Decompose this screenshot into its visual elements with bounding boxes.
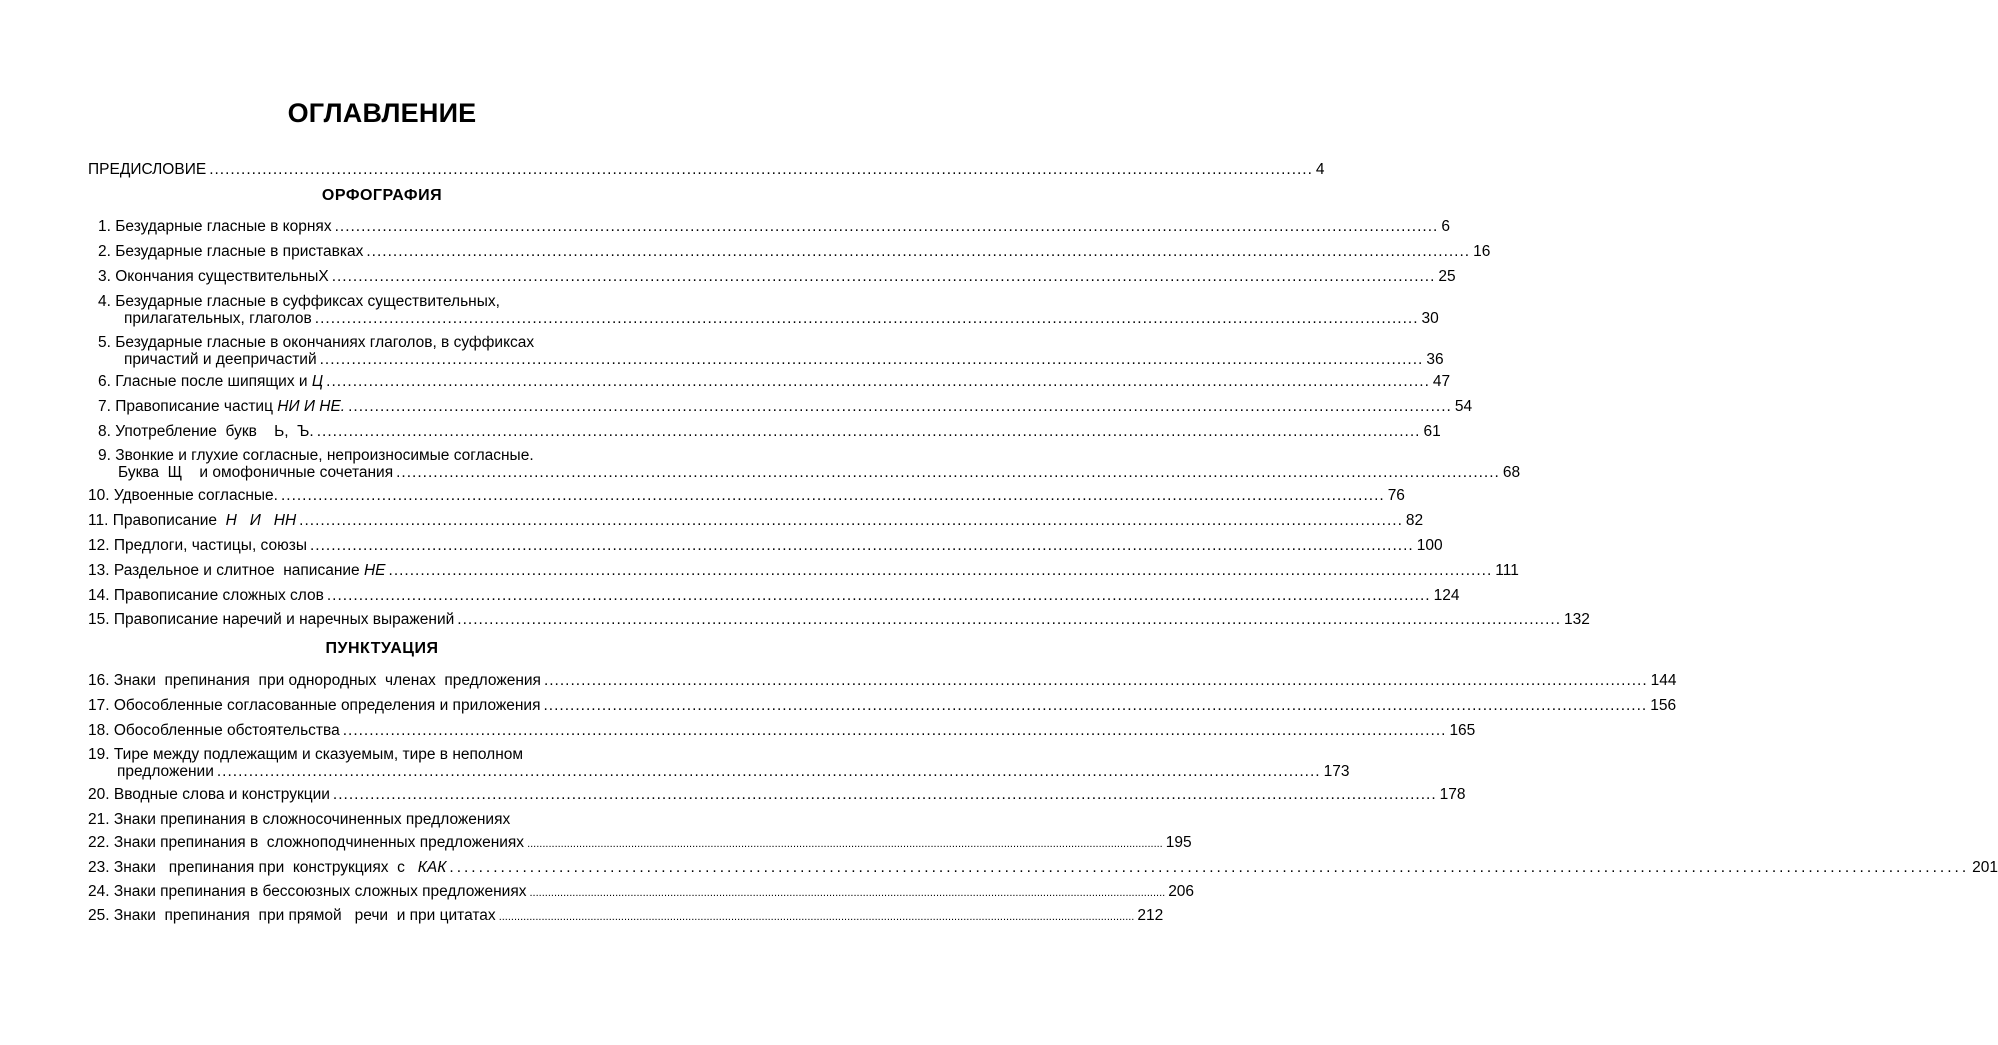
entry-title: ПРЕДИСЛОВИЕ: [88, 161, 207, 178]
entry-title: Удвоенные согласные.: [113, 487, 278, 504]
entry-number: 21.: [88, 811, 110, 828]
entry-title-line1: Безударные гласные в окончаниях глаголов, в суффиксах: [115, 334, 535, 351]
toc-entry: [88, 810, 692, 830]
entry-number: 10.: [88, 487, 110, 504]
leader-dots: [544, 671, 1648, 691]
toc-entry: [88, 745, 1350, 782]
entry-page: 61: [1423, 423, 1441, 440]
entry-number: 8.: [98, 423, 111, 440]
entry-title: Знаки препинания при однородных членах предложения: [113, 672, 541, 689]
toc-entry: [88, 486, 1405, 506]
entry-title: Гласные после шипящих и: [115, 373, 312, 390]
toc-entry: [88, 882, 1195, 903]
toc-entry: [98, 267, 1456, 287]
leader-dots: [310, 536, 1414, 556]
entry-page: 25: [1438, 268, 1456, 285]
entry-number: 22.: [88, 834, 110, 851]
entry-number: 2.: [98, 243, 111, 260]
entry-page: 54: [1454, 398, 1473, 415]
leader-dots: [335, 217, 1439, 237]
entry-page: 82: [1405, 512, 1424, 529]
toc-entry: [88, 586, 1460, 606]
leader-dots: [281, 486, 1385, 506]
entry-number: 9.: [98, 447, 111, 464]
entry-page: 144: [1650, 672, 1677, 689]
entry-number: 4.: [98, 293, 111, 310]
toc-entry: [88, 511, 1424, 531]
entry-number: 23.: [88, 859, 110, 876]
leader-dots: [326, 372, 1430, 392]
section-heading: ОРФОГРАФИЯ: [321, 187, 443, 204]
entry-title: Употребление букв Ь, Ъ.: [115, 423, 314, 440]
entry-title: Знаки препинания в бессоюзных сложных предложениях: [113, 883, 527, 900]
entry-page: 195: [1165, 834, 1192, 851]
leader-dots: [327, 586, 1431, 606]
leader-dots: [299, 511, 1403, 531]
entry-page: 16: [1473, 243, 1491, 260]
entry-number: 15.: [88, 611, 110, 628]
page-title: ОГЛАВЛЕНИЕ: [287, 98, 477, 128]
entry-number: 6.: [98, 373, 111, 390]
entry-title: предложении: [117, 763, 214, 780]
entry-title: Знаки препинания в сложносочиненных предложениях: [113, 811, 511, 828]
entry-title: Правописание: [112, 512, 226, 529]
toc-entry: [98, 292, 1439, 329]
toc-entry: [98, 333, 1444, 370]
entry-page: 4: [1315, 161, 1325, 178]
leader-dots: [320, 350, 1424, 370]
toc-entry: [88, 561, 1519, 581]
entry-title: Буква Щ и омофоничные сочетания: [118, 464, 394, 481]
entry-page: 178: [1439, 786, 1466, 803]
entry-title: Безударные гласные в корнях: [115, 218, 332, 235]
section-heading: ПУНКТУАЦИЯ: [325, 640, 439, 657]
entry-number: 19.: [88, 746, 110, 763]
entry-title: Раздельное и слитное написание: [113, 562, 364, 579]
entry-number: 12.: [88, 537, 110, 554]
leader-dots: [544, 696, 1648, 716]
leader-dots: [457, 610, 1561, 630]
entry-title-italic: КАК: [417, 859, 447, 876]
toc-entry-preface: [88, 160, 1325, 180]
entry-title-line1: Звонкие и глухие согласные, непроизносимые согласные.: [115, 447, 534, 464]
leader-dots: [389, 561, 1493, 581]
leader-dots: [348, 397, 1452, 417]
entry-page: 124: [1433, 587, 1460, 604]
toc-entry: [88, 721, 1476, 741]
toc-entry: [88, 671, 1677, 691]
entry-number: 7.: [98, 398, 111, 415]
entry-page: 68: [1502, 464, 1521, 481]
toc-entry: [88, 906, 1164, 927]
toc-entry: [98, 422, 1441, 442]
toc-entry: [88, 785, 1466, 805]
leader-dots: [343, 721, 1447, 741]
entry-title: Предлоги, частицы, союзы: [113, 537, 307, 554]
entry-page: 100: [1416, 537, 1443, 554]
entry-page: 76: [1387, 487, 1405, 504]
entry-title-line1: Тире между подлежащим и сказуемым, тире в неполном: [113, 746, 524, 763]
toc-entry: [88, 833, 1192, 854]
leader-dots: [315, 309, 1419, 329]
entry-number: 1.: [98, 218, 111, 235]
entry-title: Знаки препинания при прямой речи и при цитатах: [113, 907, 496, 924]
leader-dots: [333, 785, 1437, 805]
toc-entry: [98, 217, 1450, 237]
leader-dots: [530, 883, 1166, 903]
toc-entry: [98, 372, 1451, 392]
entry-number: 13.: [88, 562, 110, 579]
entry-number: 5.: [98, 334, 111, 351]
entry-title-italic: НЕ: [363, 562, 386, 579]
entry-number: 17.: [88, 697, 110, 714]
entry-title: причастий и деепричастий: [124, 351, 317, 368]
toc-entry: [98, 446, 1521, 483]
leader-dots: [499, 907, 1135, 927]
entry-title: прилагательных, глаголов: [124, 310, 312, 327]
entry-title-italic: Ц: [311, 373, 324, 390]
entry-title: Правописание частиц: [115, 398, 278, 415]
entry-number: 11.: [88, 512, 109, 529]
leader-dots: [527, 834, 1163, 854]
entry-page: 36: [1426, 351, 1444, 368]
leader-dots: [317, 422, 1421, 442]
entry-page: 165: [1449, 722, 1476, 739]
entry-title: Окончания существительныХ: [115, 268, 329, 285]
entry-title: Вводные слова и конструкции: [113, 786, 330, 803]
entry-title-italic: НИ И НЕ.: [277, 398, 346, 415]
toc-entry: [88, 696, 1677, 716]
entry-number: 14.: [88, 587, 110, 604]
leader-dots: [396, 463, 1500, 483]
toc-entry: [98, 397, 1473, 417]
entry-title: Правописание сложных слов: [113, 587, 324, 604]
entry-page: 111: [1495, 562, 1519, 579]
entry-page: 47: [1432, 373, 1451, 390]
entry-number: 16.: [88, 672, 110, 689]
leader-dots: [209, 160, 1313, 180]
entry-page: 206: [1168, 883, 1195, 900]
entry-number: 24.: [88, 883, 110, 900]
entry-title-italic: Н И НН: [225, 512, 297, 529]
entry-title-line1: Безударные гласные в суффиксах существительных,: [115, 293, 500, 310]
entry-title: Обособленные согласованные определения и приложения: [113, 697, 541, 714]
toc-entry: [88, 536, 1443, 556]
entry-number: 3.: [98, 268, 111, 285]
entry-title: Правописание наречий и наречных выражений: [113, 611, 455, 628]
entry-number: 25.: [88, 907, 110, 924]
entry-page: 6: [1441, 218, 1450, 235]
entry-page: 201: [1972, 859, 1998, 876]
leader-dots: [366, 242, 1470, 262]
entry-title: Безударные гласные в приставках: [115, 243, 364, 260]
entry-page: 173: [1323, 763, 1350, 780]
entry-title: Знаки препинания при конструкциях с: [113, 859, 418, 876]
toc-entry: [88, 610, 1590, 630]
toc-entry: [98, 242, 1491, 262]
leader-dots: [449, 858, 1969, 878]
toc-entry: [88, 858, 1998, 878]
entry-title: Обособленные обстоятельства: [113, 722, 340, 739]
entry-page: 30: [1421, 310, 1439, 327]
entry-number: 18.: [88, 722, 110, 739]
entry-page: 132: [1564, 611, 1590, 628]
leader-dots: [217, 762, 1321, 782]
entry-number: 20.: [88, 786, 110, 803]
entry-title: Знаки препинания в сложноподчиненных предложениях: [113, 834, 525, 851]
leader-dots: [332, 267, 1436, 287]
entry-page: 212: [1137, 907, 1164, 924]
entry-page: 156: [1650, 697, 1677, 714]
